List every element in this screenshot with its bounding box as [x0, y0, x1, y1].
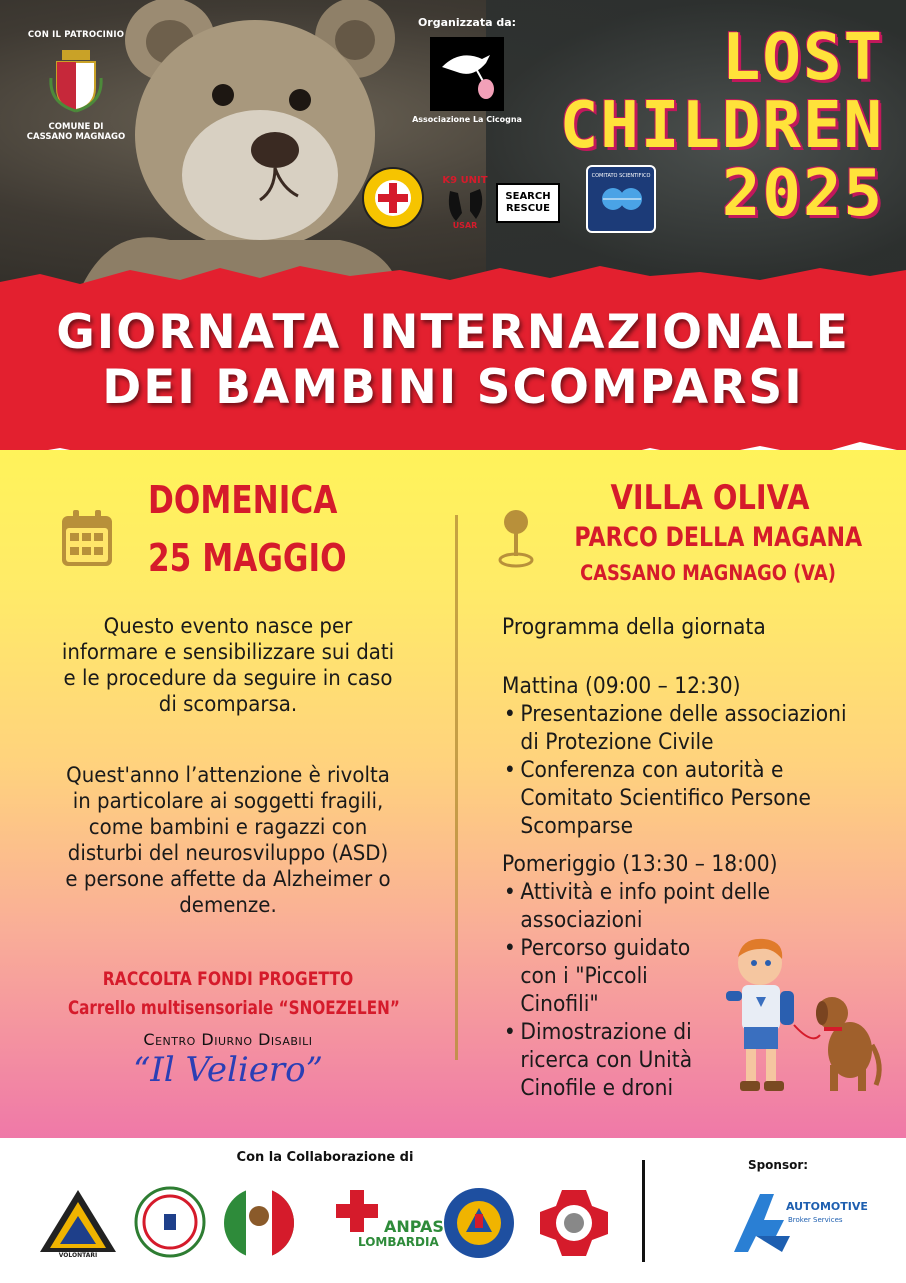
- comune-crest-icon: [49, 48, 103, 112]
- associazione-name: Associazione La Cicogna: [412, 115, 522, 124]
- list-item-line: di Protezione Civile: [520, 730, 714, 755]
- search-rescue-line1: SEARCH: [505, 191, 551, 202]
- description-paragraph-2: [44, 763, 412, 919]
- text-line: di scomparsa.: [158, 692, 298, 717]
- text-line: e le procedure da seguire in caso: [63, 666, 393, 691]
- fundraising-center: Centro Diurno Disabili: [143, 1030, 313, 1049]
- location-pin-icon: [498, 508, 534, 568]
- event-title-line1: LOST: [721, 21, 884, 95]
- list-item: [502, 757, 852, 841]
- list-item: [502, 701, 852, 757]
- anpas-logo-icon: [330, 1186, 444, 1249]
- column-divider: [455, 515, 458, 1060]
- event-title-line3: 2025: [721, 157, 884, 231]
- fundraising-center-name: “Il Veliero”: [132, 1050, 324, 1090]
- footer-divider: [642, 1160, 645, 1262]
- volontari-logo-icon: [38, 1186, 118, 1258]
- cinofilo-logo-icon: [362, 167, 424, 229]
- afternoon-label: Pomeriggio (13:30 – 18:00): [502, 852, 778, 877]
- morning-list: [502, 701, 852, 841]
- calendar-icon: [60, 508, 114, 568]
- list-item-line: Cinofili": [520, 992, 599, 1017]
- search-rescue-line2: RESCUE: [505, 203, 551, 214]
- organizzata-label: Organizzata da:: [417, 16, 517, 29]
- list-item-line: associazioni: [520, 908, 643, 933]
- fundraising-title: RACCOLTA FONDI PROGETTO: [102, 968, 354, 990]
- stork-logo: [430, 37, 504, 111]
- text-line: disturbi del neurosviluppo (ASD): [67, 841, 389, 866]
- list-item-line: Scomparse: [520, 814, 634, 839]
- ucc-logo-icon: [134, 1186, 206, 1258]
- text-line: Questo evento nasce per: [103, 614, 353, 639]
- organizzata-block: [412, 16, 522, 124]
- list-item-line: Cinofile e droni: [520, 1076, 674, 1101]
- svg-text:K9 UNIT: K9 UNIT: [442, 175, 488, 186]
- vigili-fuoco-logo-icon: [536, 1186, 612, 1260]
- fundraising-project: Carrello multisensoriale “SNOEZELEN”: [68, 997, 400, 1019]
- venue-city: CASSANO MAGNAGO (VA): [580, 561, 836, 585]
- text-line: come bambini e ragazzi con: [88, 815, 368, 840]
- search-rescue-logo: [496, 183, 560, 223]
- list-item-line: • Presentazione delle associazioni: [520, 702, 847, 727]
- k9-unit-logo-icon: [440, 171, 490, 229]
- patrocinio-label: CON IL PATROCINIO: [27, 30, 125, 40]
- list-item-line: • Dimostrazione di: [520, 1020, 692, 1045]
- comune-line2: CASSANO MAGNAGO: [26, 132, 126, 142]
- text-line: Quest'anno l’attenzione è rivolta: [66, 763, 390, 788]
- patrocinio-block: [20, 30, 132, 142]
- list-item-line: ricerca con Unità: [520, 1048, 693, 1073]
- sponsor-name: AUTOMOTIVE: [786, 1200, 868, 1213]
- list-item-line: • Percorso guidato: [520, 936, 691, 961]
- anpas-region: LOMBARDIA: [358, 1235, 439, 1249]
- automotive-sponsor-logo-icon: [730, 1190, 868, 1260]
- venue-park: PARCO DELLA MAGANA: [574, 522, 863, 553]
- text-line: informare e sensibilizzare sui dati: [61, 640, 395, 665]
- svg-text:USAR: USAR: [452, 221, 478, 230]
- list-item: [502, 879, 852, 935]
- banner-line1: GIORNATA INTERNAZIONALE: [56, 305, 850, 360]
- morning-label: Mattina (09:00 – 12:30): [502, 674, 741, 699]
- text-line: demenze.: [179, 893, 277, 918]
- text-line: in particolare ai soggetti fragili,: [72, 789, 384, 814]
- comune-line1: COMUNE DI: [48, 122, 104, 132]
- anpas-text: ANPAS: [384, 1217, 444, 1236]
- event-date: 25 MAGGIO: [148, 536, 347, 580]
- list-item-line: • Attività e info point delle: [520, 880, 771, 905]
- sub-logo-icon: [222, 1186, 296, 1260]
- sponsor-label: Sponsor:: [747, 1158, 809, 1172]
- programme-title: Programma della giornata: [502, 615, 766, 640]
- child-with-dog-illustration: [712, 935, 882, 1100]
- event-title-line2: CHILDREN: [559, 89, 884, 163]
- banner-line2: DEI BAMBINI SCOMPARSI: [102, 360, 804, 415]
- event-day: DOMENICA: [148, 478, 338, 522]
- list-item-line: • Conferenza con autorità e: [520, 758, 784, 783]
- collaboration-label: Con la Collaborazione di: [236, 1150, 414, 1165]
- sponsor-subtitle: Broker Services: [788, 1216, 843, 1224]
- text-line: e persone affette da Alzheimer o: [65, 867, 391, 892]
- comitato-label: COMITATO SCIENTIFICO: [591, 173, 651, 179]
- protezione-civile-logo-icon: [442, 1186, 516, 1260]
- volontari-text: VOLONTARI: [58, 1252, 98, 1259]
- description-paragraph-1: [44, 614, 412, 718]
- venue-name: VILLA OLIVA: [610, 478, 810, 518]
- stork-icon: [430, 37, 504, 111]
- list-item-line: con i "Piccoli: [520, 964, 648, 989]
- list-item-line: Comitato Scientifico Persone: [520, 786, 811, 811]
- event-title: [559, 21, 884, 231]
